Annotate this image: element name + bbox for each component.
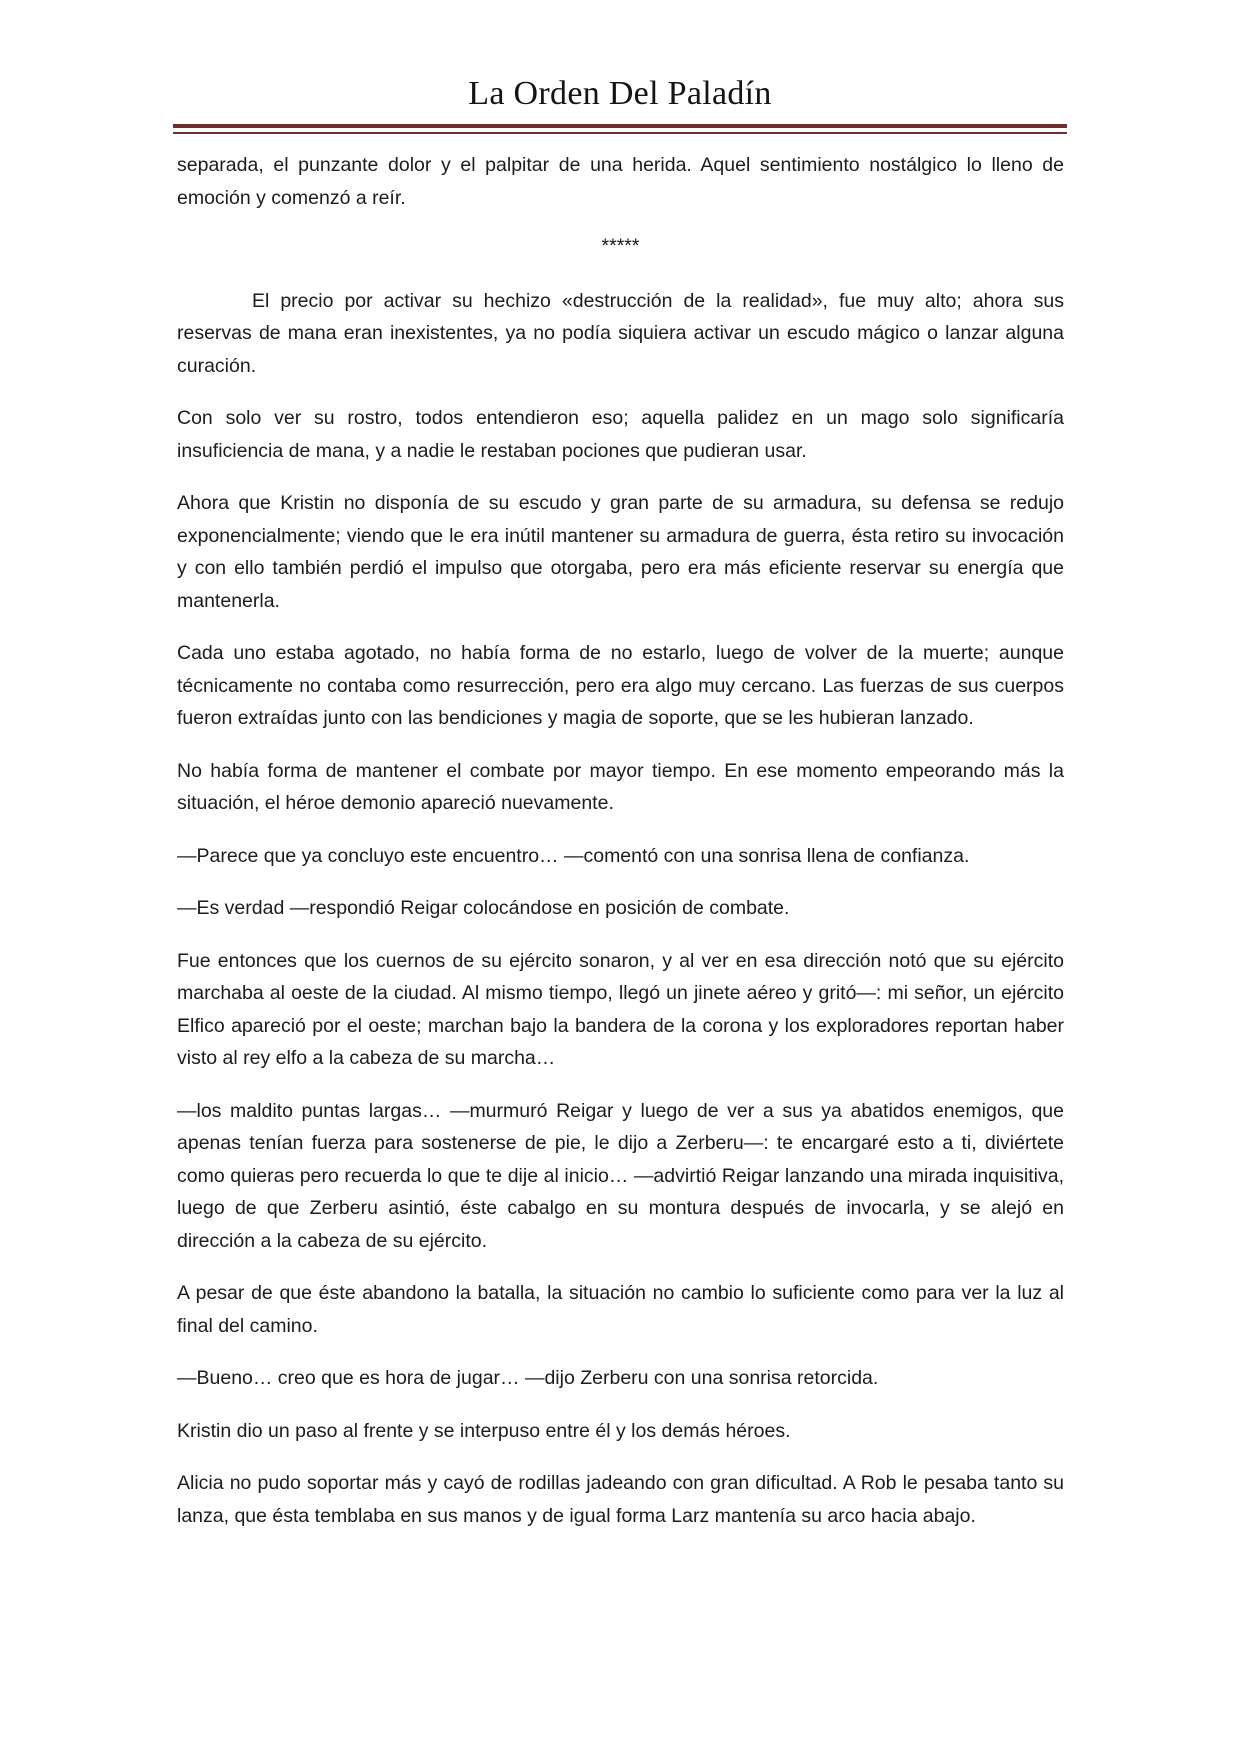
dialogue-line: —Bueno… creo que es hora de jugar… —dijo Zerberu con una sonrisa retorcida. <box>177 1367 879 1389</box>
paragraph: Con solo ver su rostro, todos entendieron eso; aquella palidez en un mago solo significaría insuficiencia de mana, y a nadie le restaban pociones que pudieran usar. <box>177 407 1064 462</box>
paragraph: A pesar de que éste abandono la batalla, la situación no cambio lo suficiente como para ver la luz al final del camino. <box>177 1282 1064 1337</box>
scene-separator: ***** <box>601 235 640 257</box>
paragraph: Kristin dio un paso al frente y se interpuso entre él y los demás héroes. <box>177 1419 791 1442</box>
page-body <box>177 149 1064 1552</box>
paragraph: Alicia no pudo soportar más y cayó de rodillas jadeando con gran dificultad. A Rob le pesaba tanto su lanza, que ésta temblaba en sus manos y de igual forma Larz mantenía su arco hacia abajo. <box>177 1472 1064 1527</box>
header-rule <box>173 124 1067 134</box>
page-title: La Orden Del Paladín <box>468 75 772 112</box>
header-rule-thick <box>173 124 1067 128</box>
paragraph: No había forma de mantener el combate por mayor tiempo. En ese momento empeorando más la situación, el héroe demonio apareció nuevamente. <box>177 759 1064 814</box>
paragraph: El precio por activar su hechizo «destrucción de la realidad», fue muy alto; ahora sus reservas de mana eran inexistentes, ya no podía siquiera activar un escudo mágico o lanzar alguna curación. <box>177 289 1064 377</box>
page-header <box>173 70 1067 134</box>
paragraph: separada, el punzante dolor y el palpitar de una herida. Aquel sentimiento nostálgico lo lleno de emoción y comenzó a reír. <box>177 154 1064 209</box>
dialogue-line: —Parece que ya concluyo este encuentro… —comentó con una sonrisa llena de confianza. <box>177 844 970 867</box>
paragraph: Ahora que Kristin no disponía de su escudo y gran parte de su armadura, su defensa se redujo exponencialmente; viendo que le era inútil mantener su armadura de guerra, ésta retiro su invocación y con ello también perdió el impulso que otorgaba, pero era más eficiente reservar su energía que mantenerla. <box>177 492 1064 612</box>
header-rule-thin <box>173 132 1067 134</box>
paragraph: Fue entonces que los cuernos de su ejército sonaron, y al ver en esa dirección notó que su ejército marchaba al oeste de la ciudad. Al mismo tiempo, llegó un jinete aéreo y gritó—: mi señor, un ejército Elfico apareció por el oeste; marchan bajo la bandera de la corona y los exploradores reportan haber visto al rey elfo a la cabeza de su marcha… <box>177 949 1064 1069</box>
dialogue-line: —los maldito puntas largas… —murmuró Reigar y luego de ver a sus ya abatidos enemigos, que apenas tenían fuerza para sostenerse de pie, le dijo a Zerberu—: te encargaré esto a ti, diviértete como quieras pero recuerda lo que te dije al inicio… —advirtió Reigar lanzando una mirada inquisitiva, luego de que Zerberu asintió, éste cabalgo en su montura después de invocarla, y se alejó en dirección a la cabeza de su ejército. <box>177 1099 1064 1252</box>
dialogue-line: —Es verdad —respondió Reigar colocándose en posición de combate. <box>177 897 790 919</box>
paragraph: Cada uno estaba agotado, no había forma de no estarlo, luego de volver de la muerte; aunque técnicamente no contaba como resurrección, pero era algo muy cercano. Las fuerzas de sus cuerpos fueron extraídas junto con las bendiciones y magia de soporte, que se les hubieran lanzado. <box>177 642 1064 729</box>
